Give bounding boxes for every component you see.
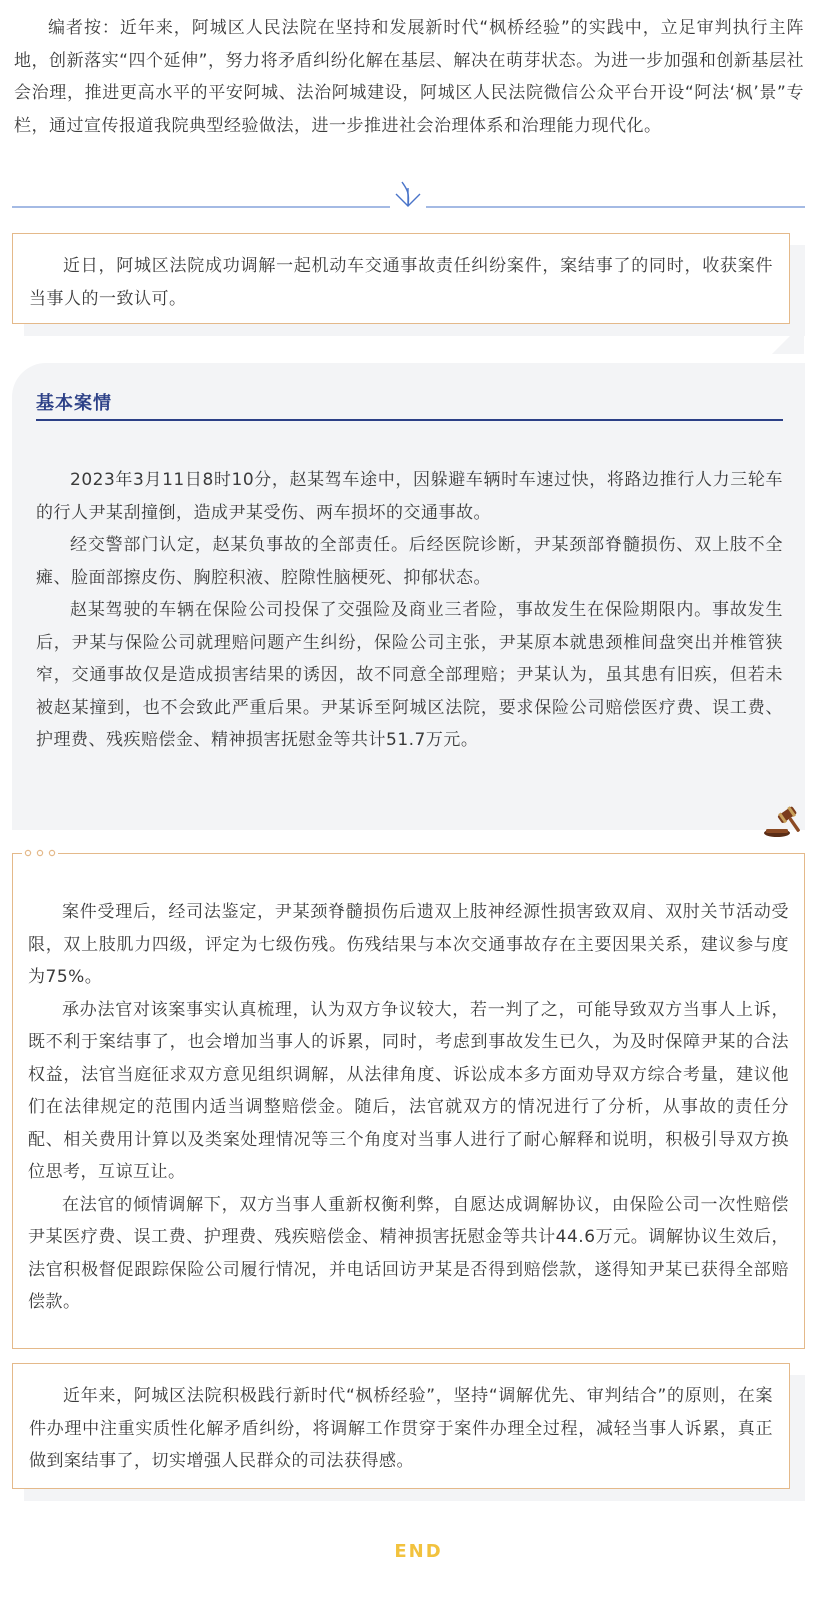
process-paragraph: 承办法官对该案事实认真梳理，认为双方争议较大，若一判了之，可能导致双方当事人上诉，既不利于案结事了，也会增加当事人的诉累，同时，考虑到事故发生已久，为及时保障尹某的合法权益，法官当庭征求双方意见组织调解，从法律角度、诉讼成本多方面劝导双方综合考量，建议他们在法律规定的范围内适当调整赔偿金。随后，法官就双方的情况进行了分析，从事故的责任分配、相关费用计算以及类案处理情况等三个角度对当事人进行了耐心解释和说明，积极引导双方换位思考，互谅互让。 xyxy=(28,999,789,1182)
editor-note: 编者按：近年来，阿城区人民法院在坚持和发展新时代“枫桥经验”的实践中，立足审判执行主阵地，创新落实“四个延伸”，努力将矛盾纠纷化解在基层、解决在萌芽状态。为进一步加强和创新基层社会治理，推进更高水平的平安阿城、法治阿城建设，阿城区人民法院微信公众平台开设“阿法‘枫’景”专栏，通过宣传报道我院典型经验做法，进一步推进社会治理体系和治理能力现代化。 xyxy=(14,18,804,136)
basic-case-underline xyxy=(36,419,783,421)
basic-case-paragraph: 赵某驾驶的车辆在保险公司投保了交强险及商业三者险，事故发生在保险期限内。事故发生后，尹某与保险公司就理赔问题产生纠纷，保险公司主张，尹某原本就患颈椎间盘突出并椎管狭窄，交通事故仅是造成损害结果的诱因，故不同意全部理赔；尹某认为，虽其患有旧疾，但若未被赵某撞到，也不会致此严重后果。尹某诉至阿城区法院，要求保险公司赔偿医疗费、误工费、护理费、残疾赔偿金、精神损害抚慰金等共计51.7万元。 xyxy=(36,600,783,750)
basic-case-body xyxy=(36,464,783,757)
basic-case-paragraph: 2023年3月11日8时10分，赵某驾车途中，因躲避车辆时车速过快，将路边推行人力三轮车的行人尹某刮撞倒，造成尹某受伤、两车损坏的交通事故。 xyxy=(36,470,783,523)
divider xyxy=(12,180,805,224)
end-mark: END xyxy=(394,1541,443,1562)
process-paragraph: 在法官的倾情调解下，双方当事人重新权衡利弊，自愿达成调解协议，由保险公司一次性赔偿尹某医疗费、误工费、护理费、残疾赔偿金、精神损害抚慰金等共计44.6万元。调解协议生效后，法官积极督促跟踪保险公司履行情况，并电话回访尹某是否得到赔偿款，遂得知尹某已获得全部赔偿款。 xyxy=(28,1194,789,1312)
chevron-down-icon xyxy=(396,182,420,206)
basic-case-title: 基本案情 xyxy=(36,393,112,414)
summary-box xyxy=(12,1363,790,1489)
basic-case-paragraph: 经交警部门认定，赵某负事故的全部责任。后经医院诊断，尹某颈部脊髓损伤、双上肢不全瘫、脸面部擦皮伤、胸腔积液、腔隙性脑梗死、抑郁状态。 xyxy=(36,535,783,588)
process-box xyxy=(12,853,805,1349)
intro-box xyxy=(12,233,790,324)
intro-text: 近日，阿城区法院成功调解一起机动车交通事故责任纠纷案件，案结事了的同时，收获案件当事人的一致认可。 xyxy=(29,256,773,309)
dots-icon xyxy=(22,847,58,859)
process-paragraph: 案件受理后，经司法鉴定，尹某颈脊髓损伤后遗双上肢神经源性损害致双肩、双肘关节活动受限，双上肢肌力四级，评定为七级伤残。伤残结果与本次交通事故存在主要因果关系，建议参与度为75%。 xyxy=(28,902,789,987)
summary-text: 近年来，阿城区法院积极践行新时代“枫桥经验”，坚持“调解优先、审判结合”的原则，在案件办理中注重实质性化解矛盾纠纷，将调解工作贯穿于案件办理全过程，减轻当事人诉累，真正做到案结事了，切实增强人民群众的司法获得感。 xyxy=(29,1386,773,1471)
corner-ornament-icon xyxy=(770,320,806,356)
gavel-icon xyxy=(762,800,802,840)
